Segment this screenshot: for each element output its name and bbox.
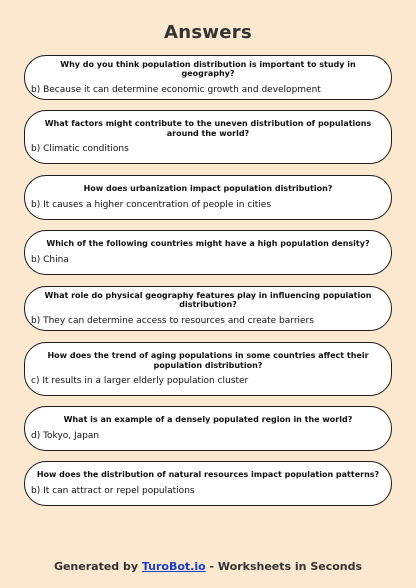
answer-card: [24, 406, 392, 451]
footer: [0, 560, 416, 573]
answer-text: d) Tokyo, Japan: [31, 430, 100, 441]
question-text: Which of the following countries might have a high population density?: [46, 239, 370, 249]
question-text: How does the trend of aging populations in some countries affect their population distribution?: [47, 351, 369, 370]
answer-card: [24, 461, 392, 506]
answer-card: [24, 286, 392, 331]
turobot-link[interactable]: TuroBot.io: [141, 560, 206, 573]
footer-prefix: Generated by: [53, 560, 142, 573]
footer-suffix: - Worksheets in Seconds: [205, 560, 363, 573]
question-text: What factors might contribute to the uneven distribution of populations around the world?: [44, 119, 372, 138]
answer-card: [24, 55, 392, 100]
answer-card: [24, 230, 392, 275]
page-title: Answers: [164, 22, 252, 43]
answer-text: b) Because it can determine economic growth and development: [31, 84, 321, 95]
question-text: How does the distribution of natural resources impact population patterns?: [36, 470, 380, 480]
answer-text: b) It can attract or repel populations: [31, 485, 195, 496]
answer-text: b) China: [31, 254, 69, 265]
question-text: How does urbanization impact population distribution?: [83, 184, 333, 194]
answer-card: [24, 175, 392, 220]
answer-card: [24, 342, 392, 396]
answer-card: [24, 110, 392, 164]
answer-text: b) Climatic conditions: [31, 144, 129, 154]
answer-text: c) It results in a larger elderly population cluster: [31, 376, 249, 386]
question-text: What is an example of a densely populated region in the world?: [63, 415, 353, 425]
answer-text: b) It causes a higher concentration of people in cities: [31, 199, 272, 210]
answer-text: b) They can determine access to resources and create barriers: [31, 315, 314, 326]
question-text: Why do you think population distribution is important to study in geography?: [60, 59, 356, 78]
question-text: What role do physical geography features play in influencing population distribution?: [44, 290, 372, 309]
